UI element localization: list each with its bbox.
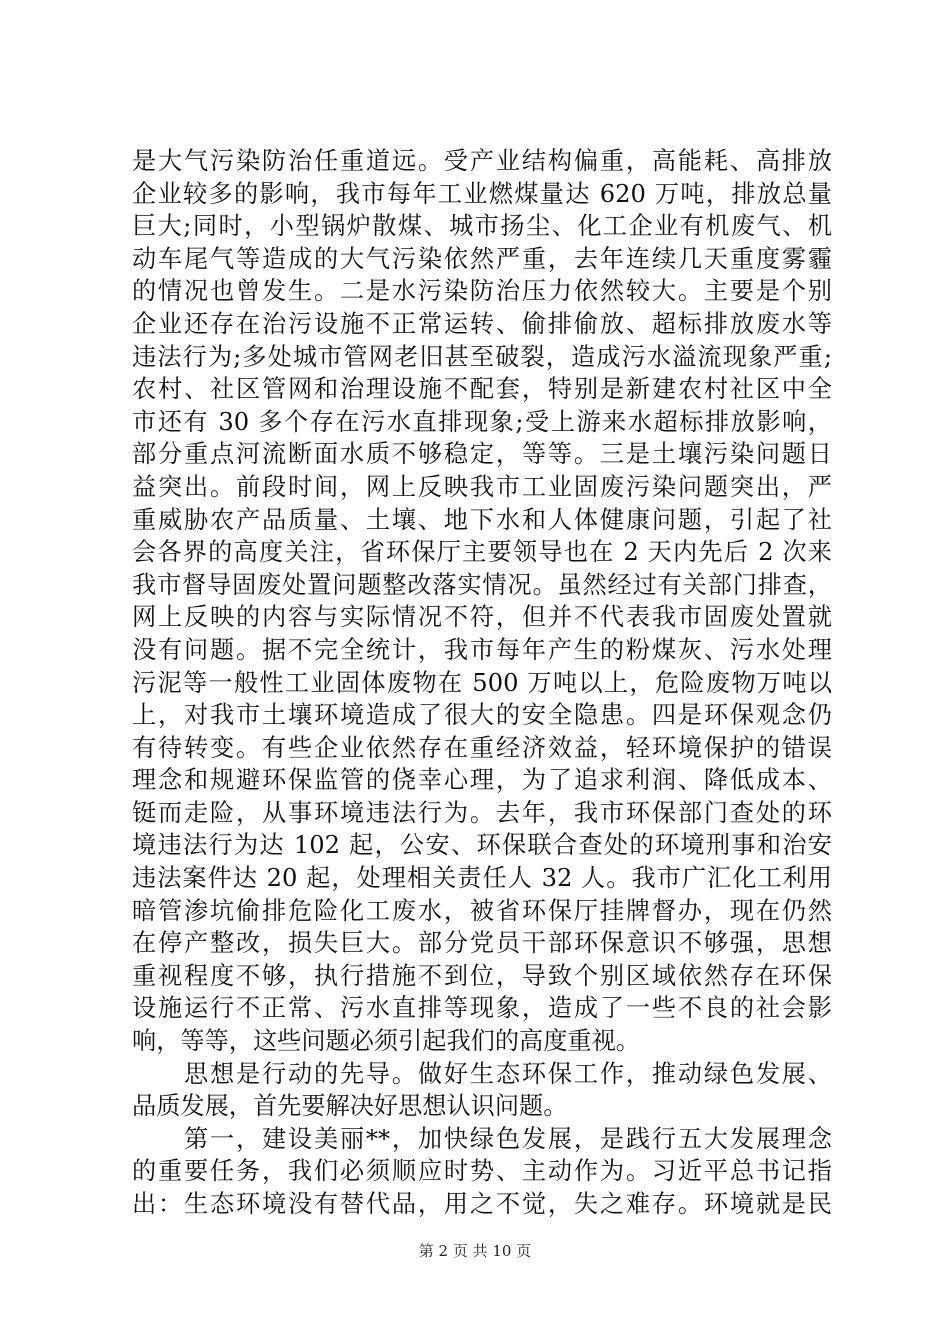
page-number-footer: 第 2 页 共 10 页 [418, 1242, 532, 1260]
text-line: 设施运行不正常、污水直排等现象，造成了一些不良的社会影 [132, 994, 832, 1023]
text-line: 第一，建设美丽**，加快绿色发展，是践行五大发展理念 [132, 1124, 832, 1153]
text-line: 违法案件达 20 起，处理相关责任人 32 人。我市广汇化工利用 [132, 864, 832, 893]
text-line: 暗管渗坑偷排危险化工废水，被省环保厅挂牌督办，现在仍然 [132, 896, 832, 925]
text-line: 思想是行动的先导。做好生态环保工作，推动绿色发展、 [132, 1059, 832, 1088]
text-line: 部分重点河流断面水质不够稳定，等等。三是土壤污染问题日 [132, 440, 832, 469]
text-line: 品质发展，首先要解决好思想认识问题。 [132, 1092, 568, 1121]
text-line: 境违法行为达 102 起，公安、环保联合查处的环境刑事和治安 [132, 831, 832, 860]
text-line: 污泥等一般性工业固体废物在 500 万吨以上，危险废物万吨以 [132, 668, 832, 697]
text-line: 是大气污染防治任重道远。受产业结构偏重，高能耗、高排放 [132, 147, 832, 175]
text-line: 违法行为;多处城市管网老旧甚至破裂，造成污水溢流现象严重; [132, 342, 832, 371]
text-line: 上，对我市土壤环境造成了很大的安全隐患。四是环保观念仍 [132, 701, 832, 730]
text-line: 重视程度不够，执行措施不到位，导致个别区域依然存在环保 [132, 961, 832, 990]
text-line: 在停产整改，损失巨大。部分党员干部环保意识不够强，思想 [132, 929, 832, 958]
text-line: 益突出。前段时间，网上反映我市工业固废污染问题突出，严 [132, 472, 832, 501]
text-line: 的重要任务，我们必须顺应时势、主动作为。习近平总书记指 [132, 1157, 832, 1186]
text-line: 企业较多的影响，我市每年工业燃煤量达 620 万吨，排放总量 [132, 179, 832, 208]
text-line: 没有问题。据不完全统计，我市每年产生的粉煤灰、污水处理 [132, 635, 832, 664]
text-line: 的情况也曾发生。二是水污染防治压力依然较大。主要是个别 [132, 277, 832, 306]
text-line: 响，等等，这些问题必须引起我们的高度重视。 [132, 1027, 640, 1056]
text-line: 企业还存在治污设施不正常运转、偷排偷放、超标排放废水等 [132, 309, 832, 338]
text-line: 铤而走险，从事环境违法行为。去年，我市环保部门查处的环 [132, 798, 832, 827]
body-text [132, 145, 832, 1221]
text-line: 巨大;同时，小型锅炉散煤、城市扬尘、化工企业有机废气、机 [132, 212, 832, 241]
text-line: 出：生态环境没有替代品，用之不觉，失之难存。环境就是民 [132, 1190, 832, 1218]
text-line: 动车尾气等造成的大气污染依然严重，去年连续几天重度雾霾 [132, 244, 832, 273]
text-line: 理念和规避环保监管的侥幸心理，为了追求利润、降低成本、 [132, 766, 832, 795]
text-line: 我市督导固废处置问题整改落实情况。虽然经过有关部门排查， [132, 570, 832, 599]
text-line: 网上反映的内容与实际情况不符，但并不代表我市固废处置就 [132, 603, 832, 632]
text-line: 会各界的高度关注，省环保厅主要领导也在 2 天内先后 2 次来 [132, 538, 832, 567]
text-line: 重威胁农产品质量、土壤、地下水和人体健康问题，引起了社 [132, 505, 832, 534]
text-line: 农村、社区管网和治理设施不配套，特别是新建农村社区中全 [132, 375, 832, 404]
text-line: 市还有 30 多个存在污水直排现象;受上游来水超标排放影响， [132, 407, 832, 436]
text-line: 有待转变。有些企业依然存在重经济效益，轻环境保护的错误 [132, 733, 832, 762]
